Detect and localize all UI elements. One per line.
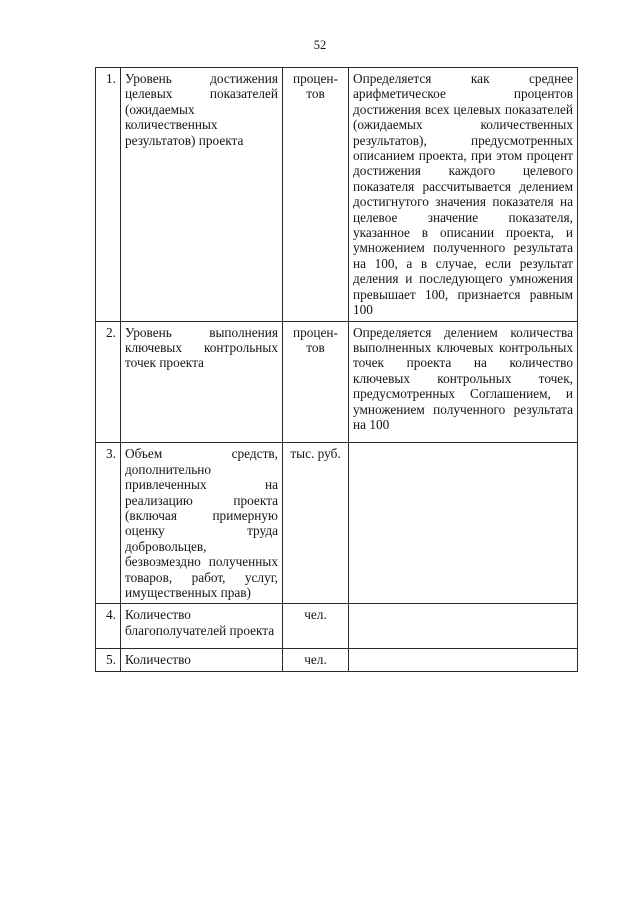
indicators-table (95, 67, 578, 672)
indicator-name: Уровень достижения целевых показателей (ожидаемых количественных результатов) проекта (121, 68, 283, 322)
calculation-method: Определяется как среднее арифметическое процентов достижения всех целевых показателей (ожидаемых количественных результатов), предусмотренных описанием проекта, при этом процент достижения каждого целевого показателя рассчитывается делением достигнутого значения показателя на целевое значение показателя, указанное в описании проекта, и умножением полученного результата на 100, а в случае, если результат деления и последующего умножения превышает 100, признается равным 100 (349, 68, 578, 322)
calculation-method (349, 604, 578, 649)
unit-of-measure: процен-тов (283, 68, 349, 322)
table-row (96, 321, 578, 443)
indicator-name: Количество благополучателей проекта (121, 604, 283, 649)
indicator-name: Уровень выполнения ключевых контрольных точек проекта (121, 321, 283, 443)
indicator-name: Количество (121, 649, 283, 671)
calculation-method: Определяется делением количества выполненных ключевых контрольных точек проекта на количество ключевых контрольных точек, предусмотренных Соглашением, и умножением полученного результата на 100 (349, 321, 578, 443)
table-row (96, 443, 578, 604)
row-number: 4. (96, 604, 121, 649)
row-number: 2. (96, 321, 121, 443)
calculation-method (349, 649, 578, 671)
row-number: 3. (96, 443, 121, 604)
row-number: 1. (96, 68, 121, 322)
indicator-name: Объем средств, дополнительно привлеченных на реализацию проекта (включая примерную оценку труда добровольцев, безвозмездно полученных товаров, работ, услуг, имущественных прав) (121, 443, 283, 604)
calculation-method (349, 443, 578, 604)
unit-of-measure: чел. (283, 649, 349, 671)
table-row (96, 649, 578, 671)
table-row (96, 68, 578, 322)
table-row (96, 604, 578, 649)
unit-of-measure: процен-тов (283, 321, 349, 443)
unit-of-measure: чел. (283, 604, 349, 649)
row-number: 5. (96, 649, 121, 671)
unit-of-measure: тыс. руб. (283, 443, 349, 604)
page-number: 52 (313, 38, 327, 52)
